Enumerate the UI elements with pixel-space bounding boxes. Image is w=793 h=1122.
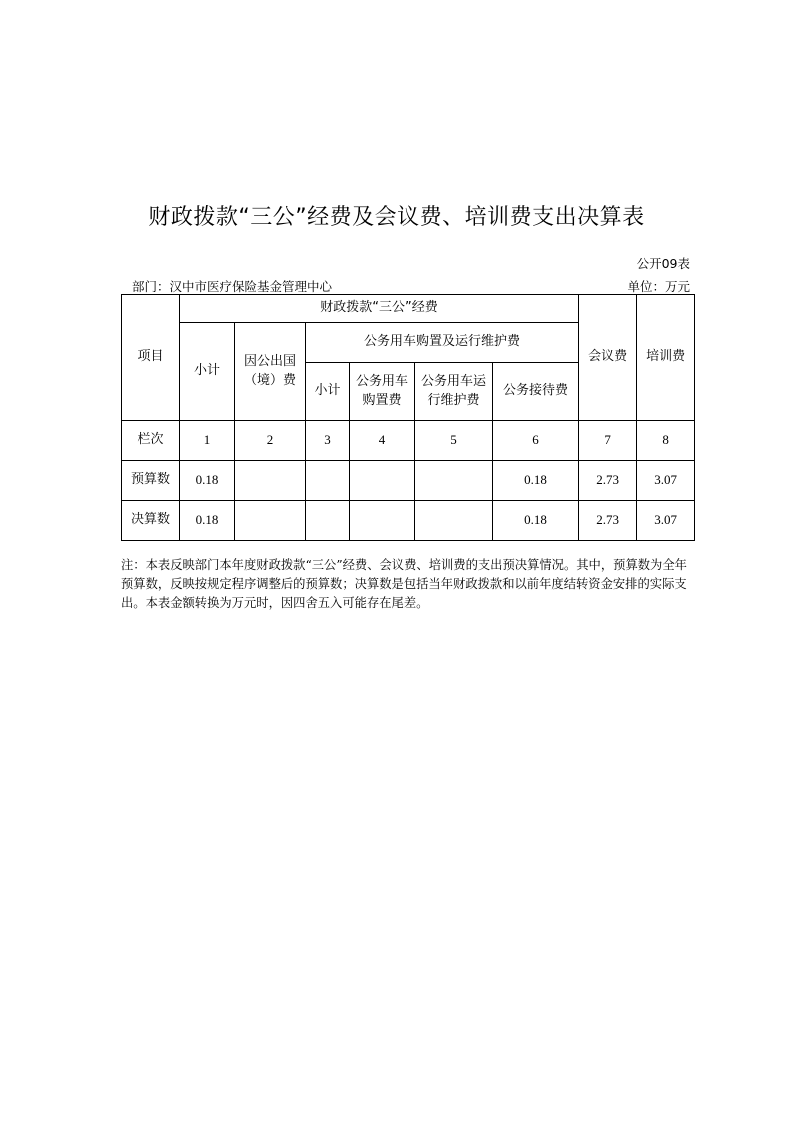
column-number: 3 [306, 421, 350, 461]
table-note: 注：本表反映部门本年度财政拨款“三公”经费、会议费、培训费的支出预决算情况。其中，预算数为全年预算数，反映按规定程序调整后的预算数；决算数是包括当年财政拨款和以前年度结转资金安排的实际支出。本表金额转换为万元时，因四舍五入可能存在尾差。 [121, 558, 687, 610]
header-vehicle-purchase-line1: 公务用车 [355, 374, 408, 390]
header-subtotal: 小计 [180, 323, 235, 421]
budget-vehicle-subtotal [306, 461, 350, 501]
page-title: 财政拨款“三公”经费及会议费、培训费支出决算表 [148, 205, 645, 230]
budget-vehicle-maint [415, 461, 493, 501]
budget-abroad [235, 461, 306, 501]
header-vehicle-maint-line2: 行维护费 [427, 392, 480, 408]
form-number: 公开09表 [636, 256, 690, 271]
expense-table [121, 294, 695, 541]
budget-subtotal: 0.18 [180, 461, 235, 501]
header-reception: 公务接待费 [493, 363, 579, 421]
header-meeting: 会议费 [579, 295, 637, 421]
column-number: 5 [415, 421, 493, 461]
budget-reception: 0.18 [493, 461, 579, 501]
column-number: 2 [235, 421, 306, 461]
department-label: 部门：汉中市医疗保险基金管理中心 [132, 279, 333, 294]
header-abroad [235, 323, 306, 421]
row-label-final: 决算数 [122, 501, 180, 541]
budget-training: 3.07 [637, 461, 695, 501]
final-reception: 0.18 [493, 501, 579, 541]
budget-meeting: 2.73 [579, 461, 637, 501]
header-vehicle-maint [415, 363, 493, 421]
column-number: 4 [350, 421, 415, 461]
final-meeting: 2.73 [579, 501, 637, 541]
table-row-final [122, 501, 695, 541]
header-vehicle-subtotal: 小计 [306, 363, 350, 421]
column-number: 6 [493, 421, 579, 461]
unit-label: 单位：万元 [627, 279, 690, 294]
budget-vehicle-purchase [350, 461, 415, 501]
header-training: 培训费 [637, 295, 695, 421]
header-vehicle-purchase-line2: 购置费 [362, 392, 402, 408]
row-label-budget: 预算数 [122, 461, 180, 501]
header-abroad-line2: （境）费 [243, 372, 296, 388]
column-number-row [122, 421, 695, 461]
header-vehicle-maint-line1: 公务用车运 [420, 374, 486, 390]
final-training: 3.07 [637, 501, 695, 541]
header-vehicle-purchase [350, 363, 415, 421]
final-vehicle-subtotal [306, 501, 350, 541]
column-number: 1 [180, 421, 235, 461]
column-row-label: 栏次 [122, 421, 180, 461]
final-vehicle-purchase [350, 501, 415, 541]
header-item: 项目 [122, 295, 180, 421]
column-number: 8 [637, 421, 695, 461]
column-number: 7 [579, 421, 637, 461]
table-row-budget [122, 461, 695, 501]
header-sangong-group: 财政拨款“三公”经费 [180, 295, 579, 323]
header-abroad-line1: 因公出国 [243, 354, 296, 370]
header-vehicle-group: 公务用车购置及运行维护费 [306, 323, 579, 363]
final-subtotal: 0.18 [180, 501, 235, 541]
final-vehicle-maint [415, 501, 493, 541]
final-abroad [235, 501, 306, 541]
